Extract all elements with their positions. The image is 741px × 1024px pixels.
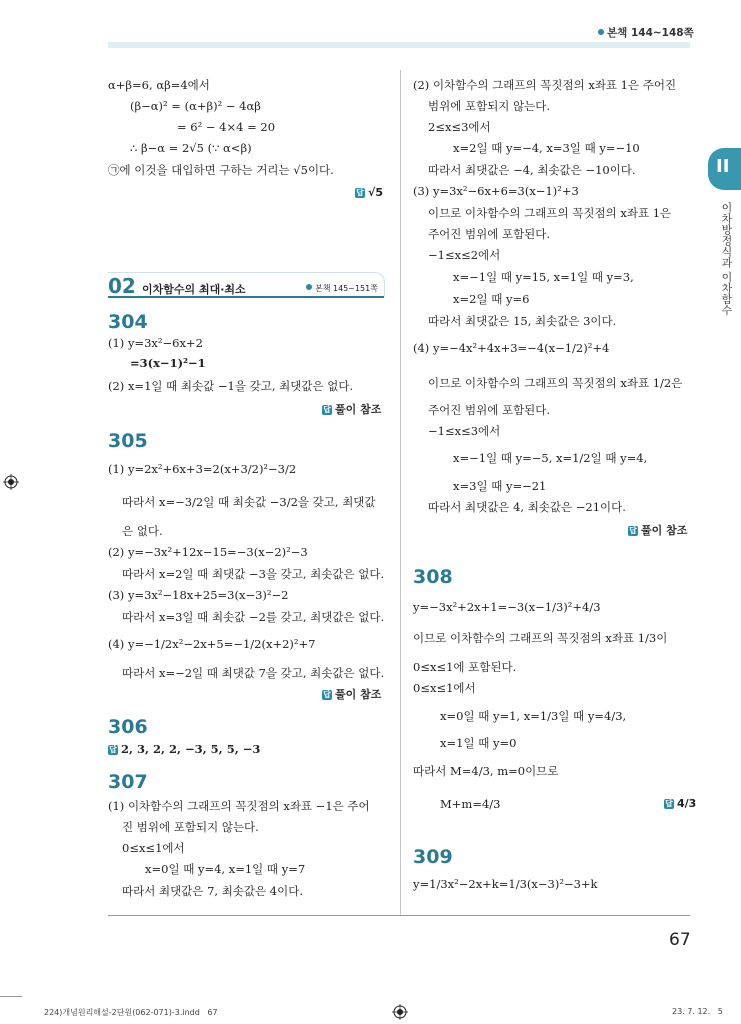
p308-line-7: 따라서 M=4/3, m=0이므로 — [413, 764, 559, 778]
answer-top-value: √5 — [368, 186, 383, 199]
bullet-icon — [306, 284, 312, 290]
chapter-vertical-title: 이차방정식과 이차함수 — [720, 202, 733, 316]
p308-line-8: M+m=4/3 — [440, 797, 501, 811]
p307-r17: x=−1일 때 y=−5, x=1/2일 때 y=4, — [453, 451, 648, 465]
p305-line-5: 따라서 x=2일 때 최댓값 −3을 갖고, 최솟값은 없다. — [122, 567, 385, 581]
footer-date: 23. 7. 12. 5 — [672, 1007, 723, 1016]
p307-line-1: (1) 이차함수의 그래프의 꼭짓점의 x좌표 −1은 주어 — [108, 799, 370, 813]
p307-r14: 이므로 이차함수의 그래프의 꼭짓점의 x좌표 1/2은 — [428, 376, 683, 390]
p305-line-7: 따라서 x=3일 때 최솟값 −2를 갖고, 최댓값은 없다. — [122, 610, 385, 624]
p305-ref — [322, 686, 381, 702]
p308-line-5: x=0일 때 y=1, x=1/3일 때 y=4/3, — [440, 709, 627, 723]
p307-r9: −1≤x≤2에서 — [428, 248, 501, 262]
footer-rule — [0, 996, 22, 997]
answer-chip-icon: 답 — [323, 405, 331, 414]
lt-line-5: ㉠에 이것을 대입하면 구하는 거리는 √5이다. — [108, 163, 334, 177]
section-title: 이차함수의 최대·최소 — [142, 283, 246, 296]
lt-line-1: α+β=6, αβ=4에서 — [108, 78, 210, 92]
p304-line-3: (2) x=1일 때 최솟값 −1을 갖고, 최댓값은 없다. — [108, 379, 354, 393]
p307-r19: 따라서 최댓값은 4, 최솟값은 −21이다. — [428, 500, 626, 514]
answer-chip-icon: 답 — [629, 526, 637, 535]
p309-line-1: y=1/3x²−2x+k=1/3(x−3)²−3+k — [413, 877, 598, 891]
p305-line-4: (2) y=−3x²+12x−15=−3(x−2)²−3 — [108, 545, 308, 559]
bottom-rule — [108, 915, 690, 916]
p307-ref — [628, 522, 687, 538]
registration-mark-icon — [392, 1004, 408, 1020]
lt-line-3: = 6² − 4×4 = 20 — [177, 120, 276, 134]
p305-line-1: (1) y=2x²+6x+3=2(x+3/2)²−3/2 — [108, 462, 297, 476]
p307-r16: −1≤x≤3에서 — [428, 424, 501, 438]
section-ref — [306, 283, 378, 294]
column-divider — [400, 70, 401, 915]
problem-305-number: 305 — [108, 430, 148, 452]
p308-line-2: 이므로 이차함수의 그래프의 꼭짓점의 x좌표 1/3이 — [413, 631, 668, 645]
p307-r11: x=2일 때 y=6 — [453, 292, 530, 306]
section-ref-text: 본책 145~151쪽 — [315, 284, 378, 293]
p307-line-4: x=0일 때 y=4, x=1일 때 y=7 — [145, 862, 306, 876]
answer-chip-icon: 답 — [109, 745, 117, 754]
p305-ref-text: 풀이 참조 — [335, 688, 382, 701]
p307-line-5: 따라서 최댓값은 7, 최솟값은 4이다. — [122, 884, 303, 898]
p308-line-1: y=−3x²+2x+1=−3(x−1/3)²+4/3 — [413, 600, 601, 614]
p307-r5: 따라서 최댓값은 −4, 최솟값은 −10이다. — [428, 163, 636, 177]
p304-ref — [322, 401, 381, 417]
answer-chip-icon: 답 — [665, 799, 673, 808]
bullet-icon — [598, 29, 604, 35]
problem-307-number: 307 — [108, 771, 148, 793]
section-number: 02 — [108, 274, 136, 298]
p308-line-4: 0≤x≤1에서 — [413, 681, 476, 695]
p307-r6: (3) y=3x²−6x+6=3(x−1)²+3 — [413, 184, 579, 198]
p304-ref-text: 풀이 참조 — [335, 403, 382, 416]
p307-r2: 범위에 포함되지 않는다. — [428, 99, 551, 113]
p307-r18: x=3일 때 y=−21 — [453, 479, 547, 493]
answer-chip-icon: 답 — [323, 690, 331, 699]
header-ref-label: 본책 — [607, 27, 628, 39]
chapter-numeral: II — [716, 156, 730, 177]
lt-line-2: (β−α)² = (α+β)² − 4αβ — [130, 99, 261, 113]
p307-r10: x=−1일 때 y=15, x=1일 때 y=3, — [453, 270, 634, 284]
lt-line-4: ∴ β−α = 2√5 (∵ α<β) — [130, 141, 252, 155]
p307-r7: 이므로 이차함수의 그래프의 꼭짓점의 x좌표 1은 — [428, 206, 672, 220]
problem-306-number: 306 — [108, 716, 148, 738]
p306-answer — [108, 742, 260, 756]
p308-answer — [664, 797, 696, 810]
problem-309-number: 309 — [413, 846, 453, 868]
p307-r4: x=2일 때 y=−4, x=3일 때 y=−10 — [453, 141, 640, 155]
p307-r8: 주어진 범위에 포함된다. — [428, 227, 551, 241]
p305-line-3: 은 없다. — [122, 524, 163, 538]
header-rule — [108, 42, 690, 48]
p307-r1: (2) 이차함수의 그래프의 꼭짓점의 x좌표 1은 주어진 — [413, 78, 677, 92]
p305-line-6: (3) y=3x²−18x+25=3(x−3)²−2 — [108, 588, 289, 602]
p304-line-2: =3(x−1)²−1 — [130, 356, 206, 370]
p308-line-3: 0≤x≤1에 포함된다. — [413, 660, 517, 674]
footer-file: 224)개념원리해설-2단원(062-071)-3.indd 67 — [44, 1008, 218, 1017]
p307-r15: 주어진 범위에 포함된다. — [428, 403, 551, 417]
p307-ref-text: 풀이 참조 — [641, 524, 688, 537]
p308-answer-value: 4/3 — [677, 797, 697, 810]
problem-304-number: 304 — [108, 311, 148, 333]
p306-answer-value: 2, 3, 2, 2, −3, 5, 5, −3 — [121, 742, 261, 756]
p307-r3: 2≤x≤3에서 — [428, 120, 491, 134]
p305-line-8: (4) y=−1/2x²−2x+5=−1/2(x+2)²+7 — [108, 637, 316, 651]
p307-line-2: 진 범위에 포함되지 않는다. — [122, 820, 259, 834]
page-number: 67 — [669, 930, 691, 950]
registration-mark-icon — [3, 474, 19, 490]
p305-line-2: 따라서 x=−3/2일 때 최솟값 −3/2을 갖고, 최댓값 — [122, 495, 376, 509]
header-ref — [598, 25, 694, 40]
p308-line-6: x=1일 때 y=0 — [440, 736, 517, 750]
header-ref-pages: 144~148쪽 — [630, 27, 694, 39]
answer-chip-icon: 답 — [356, 188, 364, 197]
p307-line-3: 0≤x≤1에서 — [122, 841, 185, 855]
p307-r13: (4) y=−4x²+4x+3=−4(x−1/2)²+4 — [413, 341, 610, 355]
p307-r12: 따라서 최댓값은 15, 최솟값은 3이다. — [428, 314, 617, 328]
p304-line-1: (1) y=3x²−6x+2 — [108, 336, 203, 350]
p305-line-9: 따라서 x=−2일 때 최댓값 7을 갖고, 최솟값은 없다. — [122, 666, 385, 680]
answer-top — [355, 186, 383, 199]
problem-308-number: 308 — [413, 566, 453, 588]
